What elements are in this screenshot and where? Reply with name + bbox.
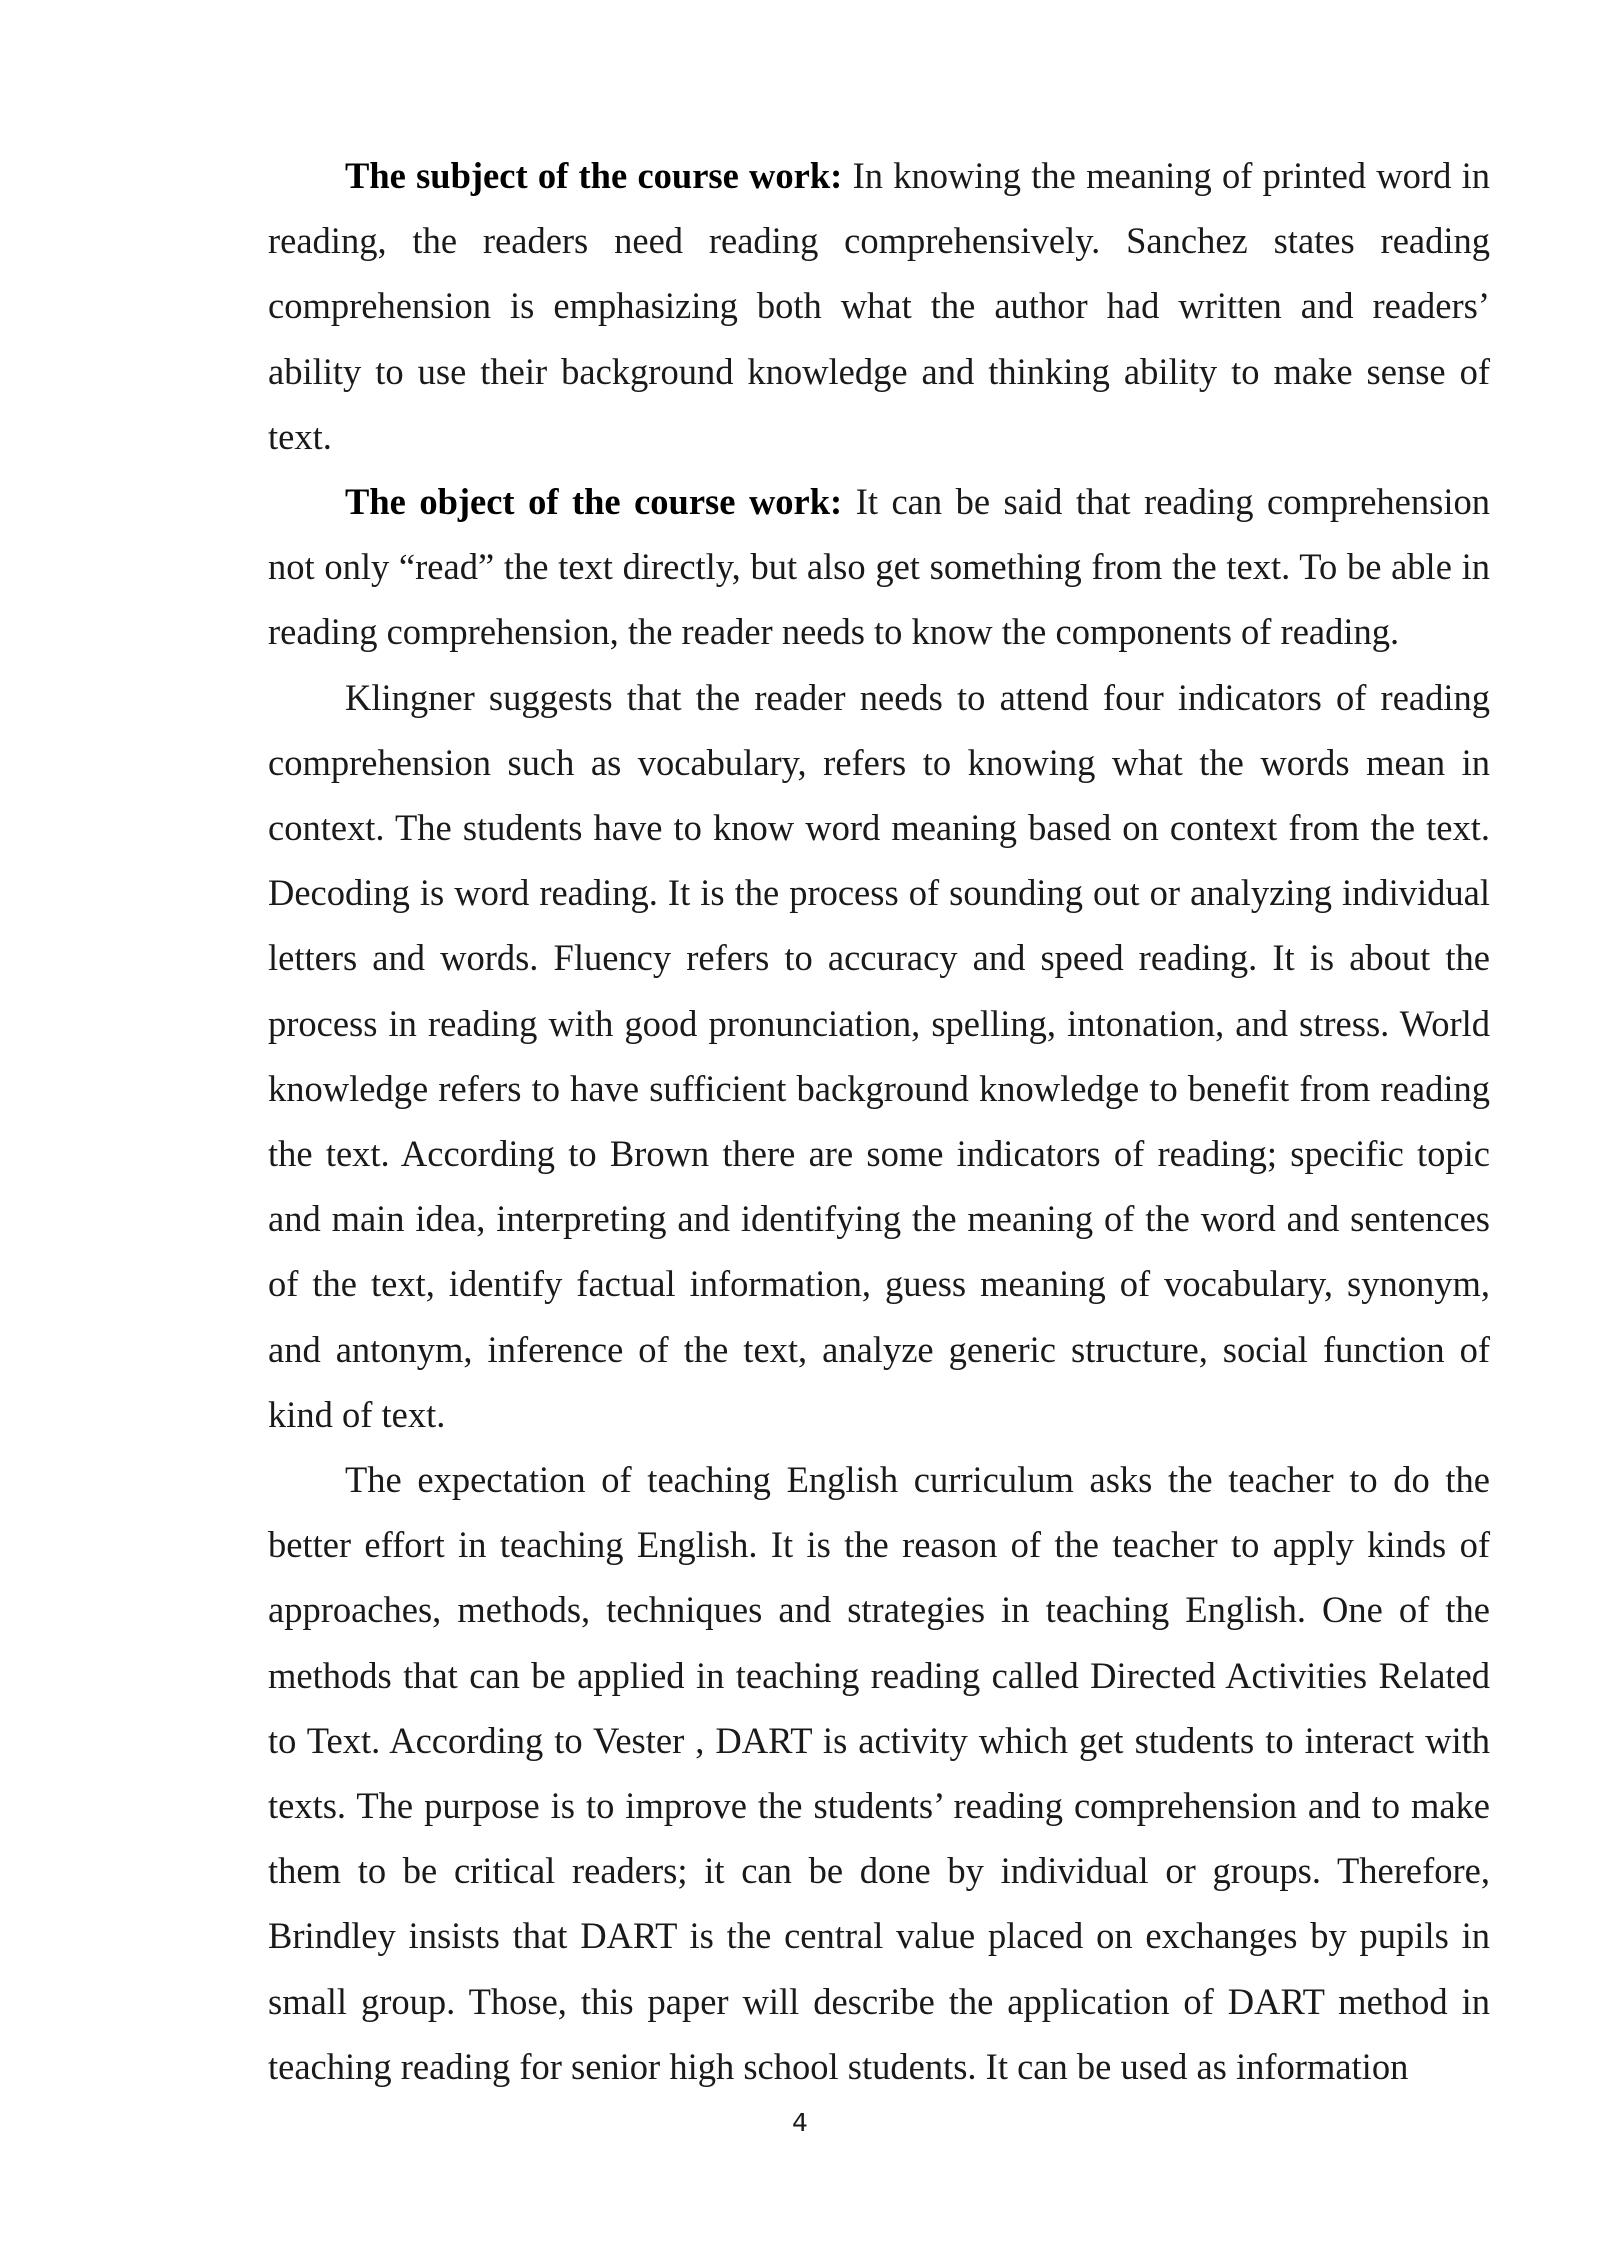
paragraph-text: It can be said that reading comprehension not only “read” the text directly, but also get something from the text. To be able in reading comprehension, the reader needs to know the components of reading. bbox=[268, 481, 1490, 653]
paragraph-object bbox=[268, 469, 1490, 665]
page-number: 4 bbox=[792, 2108, 808, 2137]
paragraph-text: Klingner suggests that the reader needs to attend four indicators of reading comprehension such as vocabulary, refers to knowing what the words mean in context. The students have to know word meaning based on context from the text. Decoding is word reading. It is the process of sounding out or analyzing individual letters and words. Fluency refers to accuracy and speed reading. It is about the process in reading with good pronunciation, spelling, intonation, and stress. World knowledge refers to have sufficient background knowledge to benefit from reading the text. According to Brown there are some indicators of reading; specific topic and main idea, interpreting and identifying the meaning of the word and sentences of the text, identify factual information, guess meaning of vocabulary, synonym, and antonym, inference of the text, analyze generic structure, social function of kind of text. bbox=[268, 676, 1490, 1435]
paragraph-text: In knowing the meaning of printed word in reading, the readers need reading comprehensively. Sanchez states reading comprehension is emphasizing both what the author had written and readers’ ability to use their background knowledge and thinking ability to make sense of text. bbox=[268, 155, 1490, 457]
paragraph-klingner bbox=[268, 665, 1490, 1447]
document-body bbox=[268, 143, 1490, 2099]
paragraph-heading: The subject of the course work: bbox=[345, 155, 843, 196]
paragraph-subject bbox=[268, 143, 1490, 469]
paragraph-heading: The object of the course work: bbox=[345, 481, 843, 523]
paragraph-text: The expectation of teaching English curriculum asks the teacher to do the better effort in teaching English. It is the reason of the teacher to apply kinds of approaches, methods, techniques and strategies in teaching English. One of the methods that can be applied in teaching reading called Directed Activities Related to Text. According to Vester , DART is activity which get students to interact with texts. The purpose is to improve the students’ reading comprehension and to make them to be critical readers; it can be done by individual or groups. Therefore, Brindley insists that DART is the central value placed on exchanges by pupils in small group. Those, this paper will describe the application of DART method in teaching reading for senior high school students. It can be used as information bbox=[268, 1459, 1490, 2087]
paragraph-expectation bbox=[268, 1447, 1490, 2099]
